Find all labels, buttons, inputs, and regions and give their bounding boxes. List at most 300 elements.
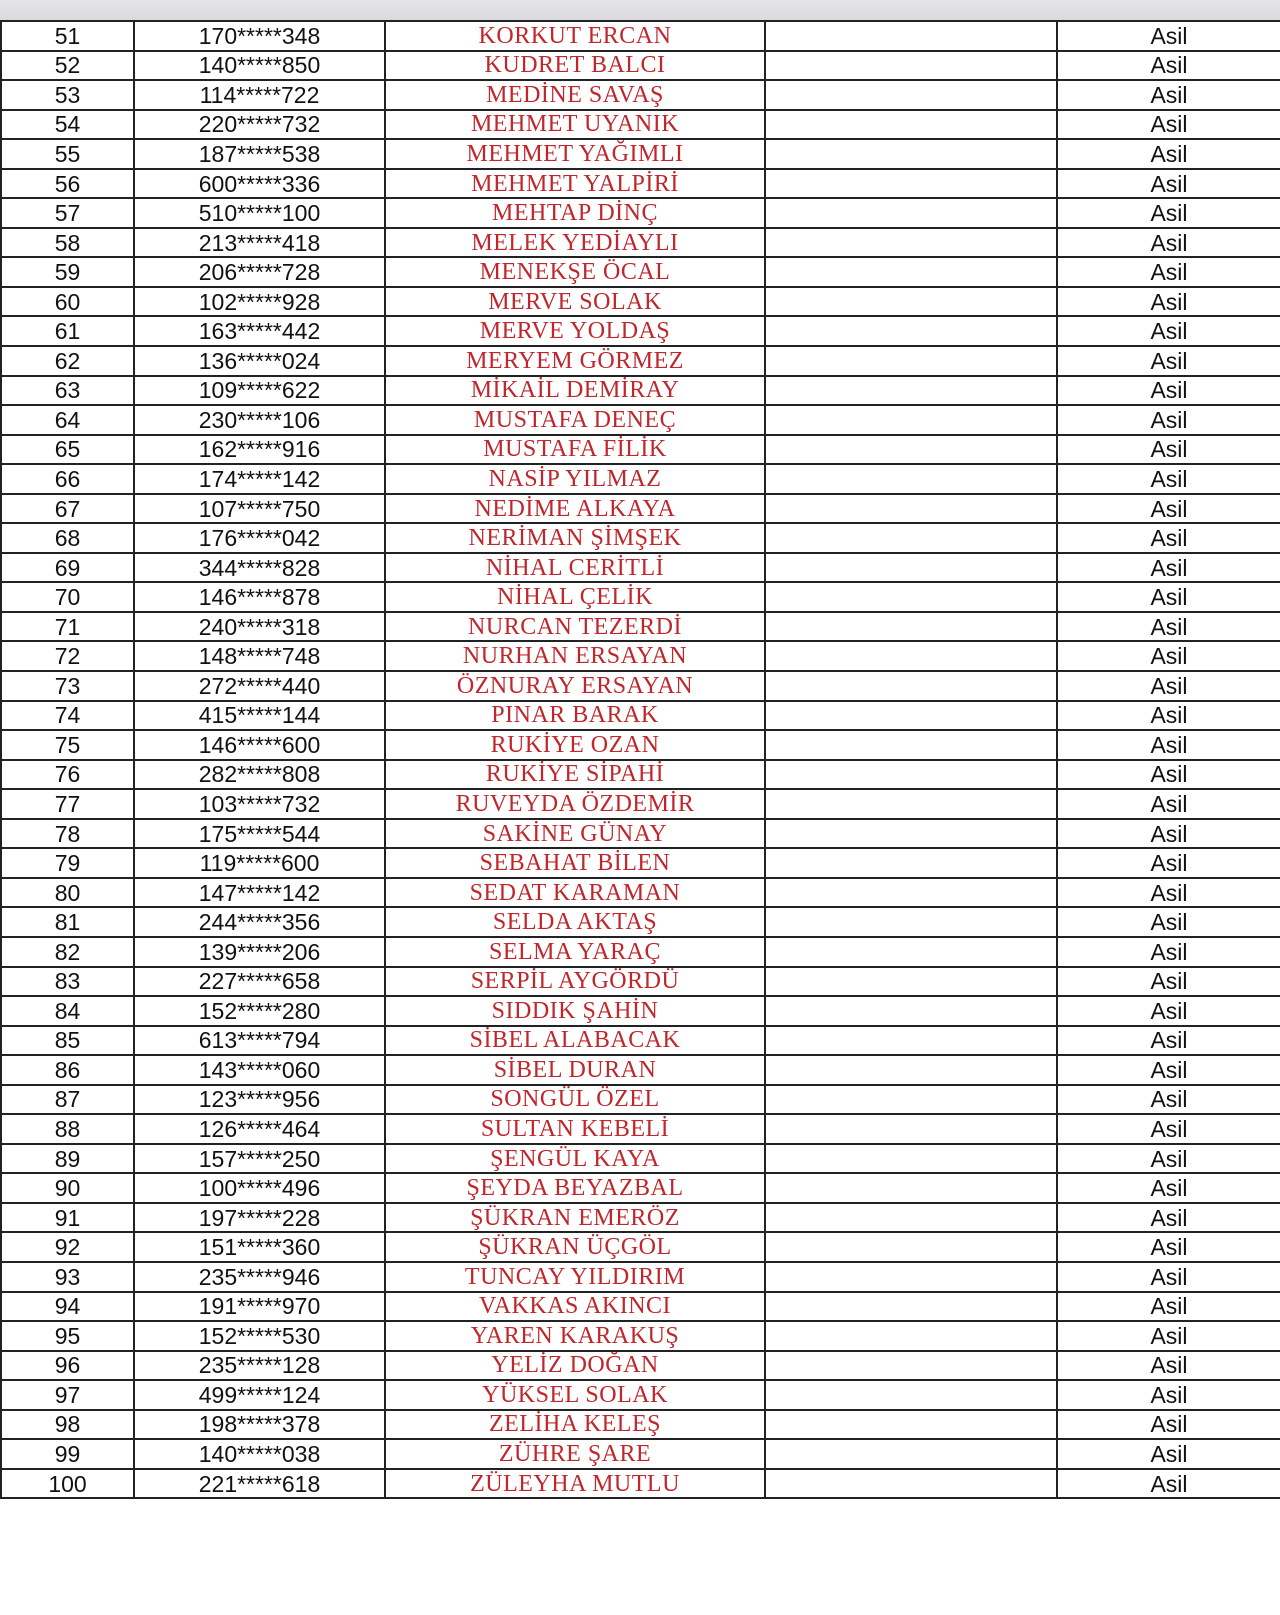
- row-number-cell: 61: [1, 316, 134, 346]
- masked-id-cell: 235*****946: [134, 1262, 385, 1292]
- full-name-cell: NİHAL ÇELİK: [385, 582, 765, 612]
- table-row: [1, 878, 1280, 908]
- full-name-cell: MEHMET YAĞIMLI: [385, 139, 765, 169]
- status-cell: Asil: [1057, 1114, 1280, 1144]
- full-name-cell: SEBAHAT BİLEN: [385, 848, 765, 878]
- table-row: [1, 435, 1280, 465]
- table-row: [1, 701, 1280, 731]
- status-cell: Asil: [1057, 80, 1280, 110]
- table-row: [1, 228, 1280, 258]
- table-row: [1, 21, 1280, 51]
- empty-cell: [765, 494, 1057, 524]
- row-number-cell: 56: [1, 169, 134, 199]
- empty-cell: [765, 1114, 1057, 1144]
- table-row: [1, 198, 1280, 228]
- row-number-cell: 68: [1, 523, 134, 553]
- empty-cell: [765, 641, 1057, 671]
- full-name-cell: YÜKSEL SOLAK: [385, 1380, 765, 1410]
- empty-cell: [765, 464, 1057, 494]
- status-cell: Asil: [1057, 730, 1280, 760]
- full-name-cell: ZELİHA KELEŞ: [385, 1410, 765, 1440]
- row-number-cell: 58: [1, 228, 134, 258]
- empty-cell: [765, 1439, 1057, 1469]
- row-number-cell: 93: [1, 1262, 134, 1292]
- masked-id-cell: 227*****658: [134, 967, 385, 997]
- table-row: [1, 139, 1280, 169]
- masked-id-cell: 146*****600: [134, 730, 385, 760]
- row-number-cell: 59: [1, 257, 134, 287]
- status-cell: Asil: [1057, 760, 1280, 790]
- status-cell: Asil: [1057, 1380, 1280, 1410]
- full-name-cell: SIDDIK ŞAHİN: [385, 996, 765, 1026]
- row-number-cell: 72: [1, 641, 134, 671]
- full-name-cell: MUSTAFA DENEÇ: [385, 405, 765, 435]
- empty-cell: [765, 789, 1057, 819]
- full-name-cell: ŞÜKRAN ÜÇGÖL: [385, 1232, 765, 1262]
- status-cell: Asil: [1057, 139, 1280, 169]
- masked-id-cell: 187*****538: [134, 139, 385, 169]
- status-cell: Asil: [1057, 996, 1280, 1026]
- table-row: [1, 1469, 1280, 1499]
- full-name-cell: ZÜLEYHA MUTLU: [385, 1469, 765, 1499]
- status-cell: Asil: [1057, 523, 1280, 553]
- status-cell: Asil: [1057, 612, 1280, 642]
- table-row: [1, 1410, 1280, 1440]
- status-cell: Asil: [1057, 405, 1280, 435]
- row-number-cell: 98: [1, 1410, 134, 1440]
- table-row: [1, 907, 1280, 937]
- full-name-cell: KORKUT ERCAN: [385, 21, 765, 51]
- table-row: [1, 1232, 1280, 1262]
- status-cell: Asil: [1057, 1203, 1280, 1233]
- row-number-cell: 96: [1, 1351, 134, 1381]
- results-list-sheet: [0, 20, 1280, 1499]
- row-number-cell: 81: [1, 907, 134, 937]
- masked-id-cell: 213*****418: [134, 228, 385, 258]
- row-number-cell: 55: [1, 139, 134, 169]
- empty-cell: [765, 1351, 1057, 1381]
- masked-id-cell: 151*****360: [134, 1232, 385, 1262]
- empty-cell: [765, 1173, 1057, 1203]
- row-number-cell: 97: [1, 1380, 134, 1410]
- empty-cell: [765, 346, 1057, 376]
- empty-cell: [765, 1144, 1057, 1174]
- status-cell: Asil: [1057, 1262, 1280, 1292]
- row-number-cell: 83: [1, 967, 134, 997]
- empty-cell: [765, 1321, 1057, 1351]
- row-number-cell: 63: [1, 376, 134, 406]
- status-cell: Asil: [1057, 169, 1280, 199]
- row-number-cell: 73: [1, 671, 134, 701]
- empty-cell: [765, 257, 1057, 287]
- table-row: [1, 612, 1280, 642]
- masked-id-cell: 100*****496: [134, 1173, 385, 1203]
- full-name-cell: TUNCAY YILDIRIM: [385, 1262, 765, 1292]
- table-row: [1, 1173, 1280, 1203]
- status-cell: Asil: [1057, 376, 1280, 406]
- row-number-cell: 51: [1, 21, 134, 51]
- status-cell: Asil: [1057, 1055, 1280, 1085]
- row-number-cell: 77: [1, 789, 134, 819]
- masked-id-cell: 152*****280: [134, 996, 385, 1026]
- empty-cell: [765, 1410, 1057, 1440]
- empty-cell: [765, 110, 1057, 140]
- full-name-cell: ŞEYDA BEYAZBAL: [385, 1173, 765, 1203]
- full-name-cell: RUKİYE OZAN: [385, 730, 765, 760]
- table-row: [1, 967, 1280, 997]
- empty-cell: [765, 435, 1057, 465]
- status-cell: Asil: [1057, 1173, 1280, 1203]
- full-name-cell: SERPİL AYGÖRDÜ: [385, 967, 765, 997]
- masked-id-cell: 282*****808: [134, 760, 385, 790]
- table-row: [1, 494, 1280, 524]
- row-number-cell: 95: [1, 1321, 134, 1351]
- full-name-cell: YELİZ DOĞAN: [385, 1351, 765, 1381]
- row-number-cell: 99: [1, 1439, 134, 1469]
- results-table: [0, 20, 1280, 1499]
- row-number-cell: 89: [1, 1144, 134, 1174]
- status-cell: Asil: [1057, 1026, 1280, 1056]
- masked-id-cell: 126*****464: [134, 1114, 385, 1144]
- empty-cell: [765, 1380, 1057, 1410]
- table-row: [1, 760, 1280, 790]
- masked-id-cell: 206*****728: [134, 257, 385, 287]
- status-cell: Asil: [1057, 641, 1280, 671]
- full-name-cell: RUKİYE SİPAHİ: [385, 760, 765, 790]
- status-cell: Asil: [1057, 110, 1280, 140]
- masked-id-cell: 109*****622: [134, 376, 385, 406]
- masked-id-cell: 148*****748: [134, 641, 385, 671]
- full-name-cell: NASİP YILMAZ: [385, 464, 765, 494]
- masked-id-cell: 175*****544: [134, 819, 385, 849]
- full-name-cell: SAKİNE GÜNAY: [385, 819, 765, 849]
- full-name-cell: KUDRET BALCI: [385, 51, 765, 81]
- full-name-cell: MERVE YOLDAŞ: [385, 316, 765, 346]
- empty-cell: [765, 878, 1057, 908]
- status-cell: Asil: [1057, 494, 1280, 524]
- full-name-cell: SELMA YARAÇ: [385, 937, 765, 967]
- full-name-cell: NEDİME ALKAYA: [385, 494, 765, 524]
- table-row: [1, 1203, 1280, 1233]
- table-row: [1, 376, 1280, 406]
- empty-cell: [765, 582, 1057, 612]
- masked-id-cell: 499*****124: [134, 1380, 385, 1410]
- empty-cell: [765, 907, 1057, 937]
- table-row: [1, 51, 1280, 81]
- table-row: [1, 730, 1280, 760]
- empty-cell: [765, 1203, 1057, 1233]
- row-number-cell: 64: [1, 405, 134, 435]
- masked-id-cell: 123*****956: [134, 1085, 385, 1115]
- results-table-body: [1, 21, 1280, 1498]
- table-row: [1, 1055, 1280, 1085]
- row-number-cell: 86: [1, 1055, 134, 1085]
- status-cell: Asil: [1057, 316, 1280, 346]
- status-cell: Asil: [1057, 1351, 1280, 1381]
- empty-cell: [765, 1232, 1057, 1262]
- table-row: [1, 553, 1280, 583]
- full-name-cell: SELDA AKTAŞ: [385, 907, 765, 937]
- status-cell: Asil: [1057, 435, 1280, 465]
- masked-id-cell: 107*****750: [134, 494, 385, 524]
- full-name-cell: MEDİNE SAVAŞ: [385, 80, 765, 110]
- empty-cell: [765, 1055, 1057, 1085]
- masked-id-cell: 240*****318: [134, 612, 385, 642]
- full-name-cell: SONGÜL ÖZEL: [385, 1085, 765, 1115]
- empty-cell: [765, 996, 1057, 1026]
- row-number-cell: 79: [1, 848, 134, 878]
- masked-id-cell: 140*****038: [134, 1439, 385, 1469]
- empty-cell: [765, 1262, 1057, 1292]
- full-name-cell: MEHMET YALPİRİ: [385, 169, 765, 199]
- masked-id-cell: 344*****828: [134, 553, 385, 583]
- row-number-cell: 62: [1, 346, 134, 376]
- masked-id-cell: 415*****144: [134, 701, 385, 731]
- empty-cell: [765, 1292, 1057, 1322]
- empty-cell: [765, 139, 1057, 169]
- table-row: [1, 996, 1280, 1026]
- row-number-cell: 67: [1, 494, 134, 524]
- row-number-cell: 80: [1, 878, 134, 908]
- empty-cell: [765, 405, 1057, 435]
- row-number-cell: 76: [1, 760, 134, 790]
- empty-cell: [765, 80, 1057, 110]
- full-name-cell: VAKKAS AKINCI: [385, 1292, 765, 1322]
- full-name-cell: SEDAT KARAMAN: [385, 878, 765, 908]
- table-row: [1, 582, 1280, 612]
- full-name-cell: NURHAN ERSAYAN: [385, 641, 765, 671]
- masked-id-cell: 613*****794: [134, 1026, 385, 1056]
- row-number-cell: 52: [1, 51, 134, 81]
- status-cell: Asil: [1057, 1439, 1280, 1469]
- status-cell: Asil: [1057, 1321, 1280, 1351]
- empty-cell: [765, 1026, 1057, 1056]
- full-name-cell: ZÜHRE ŞARE: [385, 1439, 765, 1469]
- status-cell: Asil: [1057, 701, 1280, 731]
- row-number-cell: 66: [1, 464, 134, 494]
- full-name-cell: NİHAL CERİTLİ: [385, 553, 765, 583]
- row-number-cell: 65: [1, 435, 134, 465]
- masked-id-cell: 157*****250: [134, 1144, 385, 1174]
- masked-id-cell: 103*****732: [134, 789, 385, 819]
- full-name-cell: SİBEL ALABACAK: [385, 1026, 765, 1056]
- full-name-cell: MEHMET UYANIK: [385, 110, 765, 140]
- status-cell: Asil: [1057, 51, 1280, 81]
- full-name-cell: SULTAN KEBELİ: [385, 1114, 765, 1144]
- full-name-cell: PINAR BARAK: [385, 701, 765, 731]
- row-number-cell: 53: [1, 80, 134, 110]
- full-name-cell: ŞENGÜL KAYA: [385, 1144, 765, 1174]
- empty-cell: [765, 967, 1057, 997]
- empty-cell: [765, 51, 1057, 81]
- empty-cell: [765, 1085, 1057, 1115]
- masked-id-cell: 197*****228: [134, 1203, 385, 1233]
- table-row: [1, 257, 1280, 287]
- table-row: [1, 937, 1280, 967]
- masked-id-cell: 230*****106: [134, 405, 385, 435]
- masked-id-cell: 139*****206: [134, 937, 385, 967]
- table-row: [1, 1262, 1280, 1292]
- table-row: [1, 405, 1280, 435]
- full-name-cell: RUVEYDA ÖZDEMİR: [385, 789, 765, 819]
- table-row: [1, 1114, 1280, 1144]
- row-number-cell: 70: [1, 582, 134, 612]
- status-cell: Asil: [1057, 789, 1280, 819]
- empty-cell: [765, 553, 1057, 583]
- full-name-cell: NURCAN TEZERDİ: [385, 612, 765, 642]
- row-number-cell: 75: [1, 730, 134, 760]
- full-name-cell: ÖZNURAY ERSAYAN: [385, 671, 765, 701]
- table-row: [1, 641, 1280, 671]
- full-name-cell: MERVE SOLAK: [385, 287, 765, 317]
- table-row: [1, 523, 1280, 553]
- table-row: [1, 464, 1280, 494]
- table-row: [1, 80, 1280, 110]
- empty-cell: [765, 169, 1057, 199]
- table-row: [1, 1292, 1280, 1322]
- masked-id-cell: 146*****878: [134, 582, 385, 612]
- row-number-cell: 85: [1, 1026, 134, 1056]
- masked-id-cell: 272*****440: [134, 671, 385, 701]
- empty-cell: [765, 671, 1057, 701]
- empty-cell: [765, 198, 1057, 228]
- masked-id-cell: 600*****336: [134, 169, 385, 199]
- status-cell: Asil: [1057, 1469, 1280, 1499]
- table-row: [1, 1085, 1280, 1115]
- status-cell: Asil: [1057, 848, 1280, 878]
- full-name-cell: SİBEL DURAN: [385, 1055, 765, 1085]
- masked-id-cell: 170*****348: [134, 21, 385, 51]
- table-row: [1, 848, 1280, 878]
- empty-cell: [765, 376, 1057, 406]
- row-number-cell: 78: [1, 819, 134, 849]
- status-cell: Asil: [1057, 1410, 1280, 1440]
- empty-cell: [765, 612, 1057, 642]
- row-number-cell: 54: [1, 110, 134, 140]
- empty-cell: [765, 523, 1057, 553]
- status-cell: Asil: [1057, 1232, 1280, 1262]
- table-row: [1, 1439, 1280, 1469]
- table-row: [1, 1321, 1280, 1351]
- status-cell: Asil: [1057, 907, 1280, 937]
- status-cell: Asil: [1057, 346, 1280, 376]
- masked-id-cell: 140*****850: [134, 51, 385, 81]
- full-name-cell: ŞÜKRAN EMERÖZ: [385, 1203, 765, 1233]
- full-name-cell: MELEK YEDİAYLI: [385, 228, 765, 258]
- masked-id-cell: 235*****128: [134, 1351, 385, 1381]
- full-name-cell: MENEKŞE ÖCAL: [385, 257, 765, 287]
- row-number-cell: 69: [1, 553, 134, 583]
- row-number-cell: 94: [1, 1292, 134, 1322]
- masked-id-cell: 220*****732: [134, 110, 385, 140]
- status-cell: Asil: [1057, 553, 1280, 583]
- status-cell: Asil: [1057, 464, 1280, 494]
- masked-id-cell: 136*****024: [134, 346, 385, 376]
- status-cell: Asil: [1057, 198, 1280, 228]
- row-number-cell: 92: [1, 1232, 134, 1262]
- masked-id-cell: 510*****100: [134, 198, 385, 228]
- table-row: [1, 287, 1280, 317]
- status-cell: Asil: [1057, 1292, 1280, 1322]
- empty-cell: [765, 701, 1057, 731]
- row-number-cell: 71: [1, 612, 134, 642]
- table-row: [1, 316, 1280, 346]
- status-cell: Asil: [1057, 1085, 1280, 1115]
- row-number-cell: 84: [1, 996, 134, 1026]
- masked-id-cell: 198*****378: [134, 1410, 385, 1440]
- masked-id-cell: 176*****042: [134, 523, 385, 553]
- row-number-cell: 87: [1, 1085, 134, 1115]
- status-cell: Asil: [1057, 1144, 1280, 1174]
- table-row: [1, 1026, 1280, 1056]
- row-number-cell: 57: [1, 198, 134, 228]
- empty-cell: [765, 1469, 1057, 1499]
- masked-id-cell: 152*****530: [134, 1321, 385, 1351]
- row-number-cell: 82: [1, 937, 134, 967]
- table-row: [1, 1380, 1280, 1410]
- row-number-cell: 74: [1, 701, 134, 731]
- full-name-cell: MERYEM GÖRMEZ: [385, 346, 765, 376]
- masked-id-cell: 244*****356: [134, 907, 385, 937]
- empty-cell: [765, 730, 1057, 760]
- full-name-cell: YAREN KARAKUŞ: [385, 1321, 765, 1351]
- status-cell: Asil: [1057, 228, 1280, 258]
- status-cell: Asil: [1057, 937, 1280, 967]
- masked-id-cell: 191*****970: [134, 1292, 385, 1322]
- row-number-cell: 88: [1, 1114, 134, 1144]
- table-row: [1, 1351, 1280, 1381]
- empty-cell: [765, 316, 1057, 346]
- empty-cell: [765, 228, 1057, 258]
- table-row: [1, 110, 1280, 140]
- status-cell: Asil: [1057, 671, 1280, 701]
- row-number-cell: 90: [1, 1173, 134, 1203]
- table-row: [1, 789, 1280, 819]
- empty-cell: [765, 937, 1057, 967]
- empty-cell: [765, 760, 1057, 790]
- table-row: [1, 1144, 1280, 1174]
- empty-cell: [765, 819, 1057, 849]
- status-cell: Asil: [1057, 257, 1280, 287]
- status-cell: Asil: [1057, 967, 1280, 997]
- masked-id-cell: 163*****442: [134, 316, 385, 346]
- status-cell: Asil: [1057, 582, 1280, 612]
- table-row: [1, 819, 1280, 849]
- status-cell: Asil: [1057, 21, 1280, 51]
- masked-id-cell: 102*****928: [134, 287, 385, 317]
- row-number-cell: 100: [1, 1469, 134, 1499]
- empty-cell: [765, 21, 1057, 51]
- status-cell: Asil: [1057, 287, 1280, 317]
- empty-cell: [765, 287, 1057, 317]
- masked-id-cell: 114*****722: [134, 80, 385, 110]
- status-cell: Asil: [1057, 819, 1280, 849]
- top-toolbar-strip: [0, 0, 1280, 21]
- table-row: [1, 169, 1280, 199]
- table-row: [1, 671, 1280, 701]
- status-cell: Asil: [1057, 878, 1280, 908]
- full-name-cell: MUSTAFA FİLİK: [385, 435, 765, 465]
- masked-id-cell: 174*****142: [134, 464, 385, 494]
- row-number-cell: 91: [1, 1203, 134, 1233]
- masked-id-cell: 119*****600: [134, 848, 385, 878]
- row-number-cell: 60: [1, 287, 134, 317]
- masked-id-cell: 147*****142: [134, 878, 385, 908]
- full-name-cell: NERİMAN ŞİMŞEK: [385, 523, 765, 553]
- empty-cell: [765, 848, 1057, 878]
- full-name-cell: MİKAİL DEMİRAY: [385, 376, 765, 406]
- masked-id-cell: 143*****060: [134, 1055, 385, 1085]
